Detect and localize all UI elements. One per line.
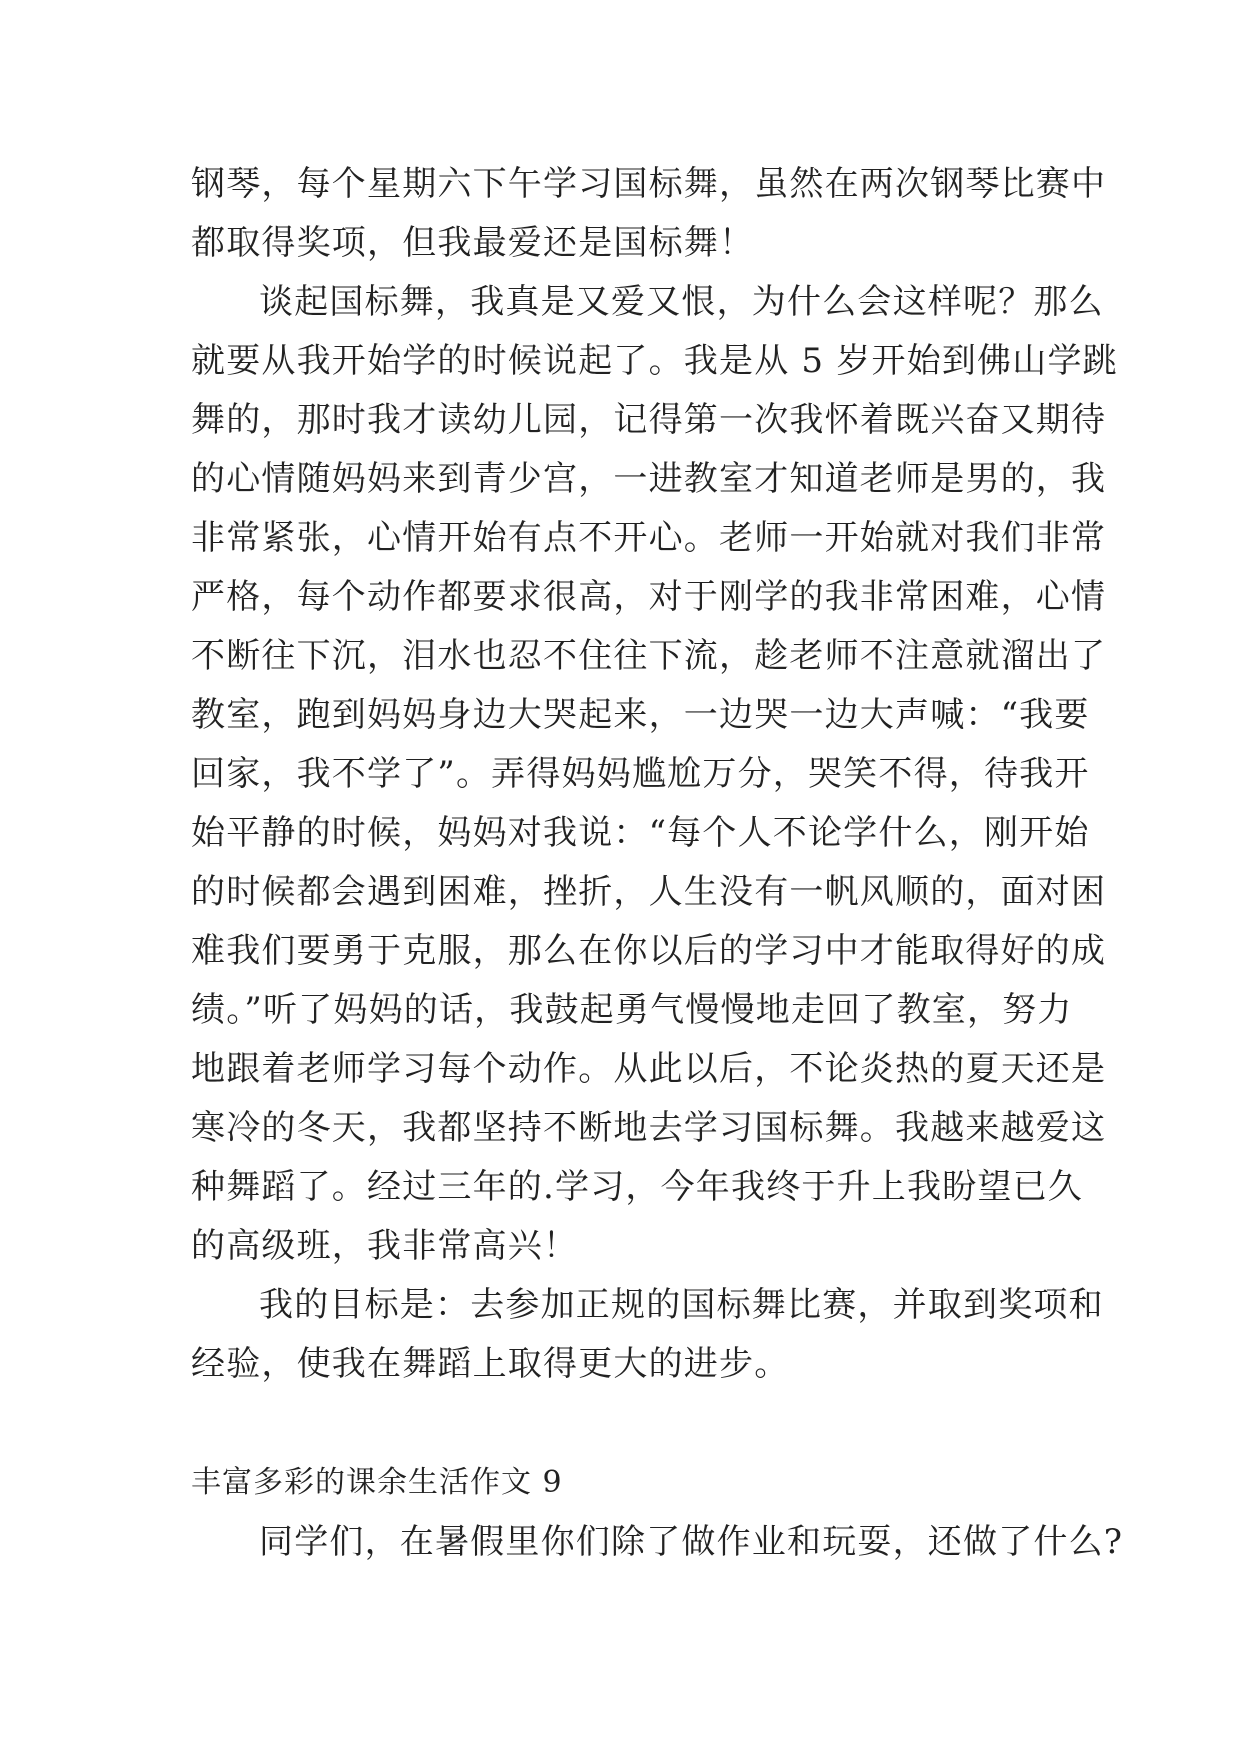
paragraph-line: 教室，跑到妈妈身边大哭起来，一边哭一边大声喊：“我要 bbox=[191, 695, 1090, 735]
paragraph-line: 的时候都会遇到困难，挫折，人生没有一帆风顺的，面对困 bbox=[191, 872, 1107, 912]
paragraph-line: 回家，我不学了”。弄得妈妈尴尬万分，哭笑不得，待我开 bbox=[191, 754, 1090, 794]
paragraph-line: 的心情随妈妈来到青少宫，一进教室才知道老师是男的，我 bbox=[191, 459, 1107, 499]
paragraph-line: 经验，使我在舞蹈上取得更大的进步。 bbox=[191, 1344, 790, 1384]
paragraph-line: 同学们，在暑假里你们除了做作业和玩耍，还做了什么? bbox=[259, 1522, 1124, 1562]
paragraph-line: 难我们要勇于克服，那么在你以后的学习中才能取得好的成 bbox=[191, 931, 1107, 971]
paragraph-line: 谈起国标舞，我真是又爱又恨，为什么会这样呢？那么 bbox=[259, 282, 1104, 322]
paragraph-line: 我的目标是：去参加正规的国标舞比赛，并取到奖项和 bbox=[259, 1285, 1104, 1325]
paragraph-line: 就要从我开始学的时候说起了。我是从 5 岁开始到佛山学跳 bbox=[191, 341, 1118, 381]
paragraph-line: 钢琴，每个星期六下午学习国标舞，虽然在两次钢琴比赛中 bbox=[191, 164, 1107, 204]
paragraph-line: 不断往下沉，泪水也忍不住往下流，趁老师不注意就溜出了 bbox=[191, 636, 1107, 676]
paragraph-line: 寒冷的冬天，我都坚持不断地去学习国标舞。我越来越爱这 bbox=[191, 1108, 1107, 1148]
paragraph-line: 始平静的时候，妈妈对我说：“每个人不论学什么，刚开始 bbox=[191, 813, 1090, 853]
paragraph-line: 都取得奖项，但我最爱还是国标舞！ bbox=[191, 223, 755, 263]
paragraph-line: 地跟着老师学习每个动作。从此以后，不论炎热的夏天还是 bbox=[191, 1049, 1107, 1089]
paragraph-line: 的高级班，我非常高兴！ bbox=[191, 1226, 579, 1266]
paragraph-line: 严格，每个动作都要求很高，对于刚学的我非常困难，心情 bbox=[191, 577, 1107, 617]
paragraph-line: 非常紧张，心情开始有点不开心。老师一开始就对我们非常 bbox=[191, 518, 1107, 558]
paragraph-line: 舞的，那时我才读幼儿园，记得第一次我怀着既兴奋又期待 bbox=[191, 400, 1107, 440]
paragraph-line: 种舞蹈了。经过三年的.学习，今年我终于升上我盼望已久 bbox=[191, 1167, 1084, 1207]
section-heading: 丰富多彩的课余生活作文 9 bbox=[191, 1465, 563, 1500]
paragraph-line: 绩。”听了妈妈的话，我鼓起勇气慢慢地走回了教室，努力 bbox=[191, 990, 1073, 1030]
